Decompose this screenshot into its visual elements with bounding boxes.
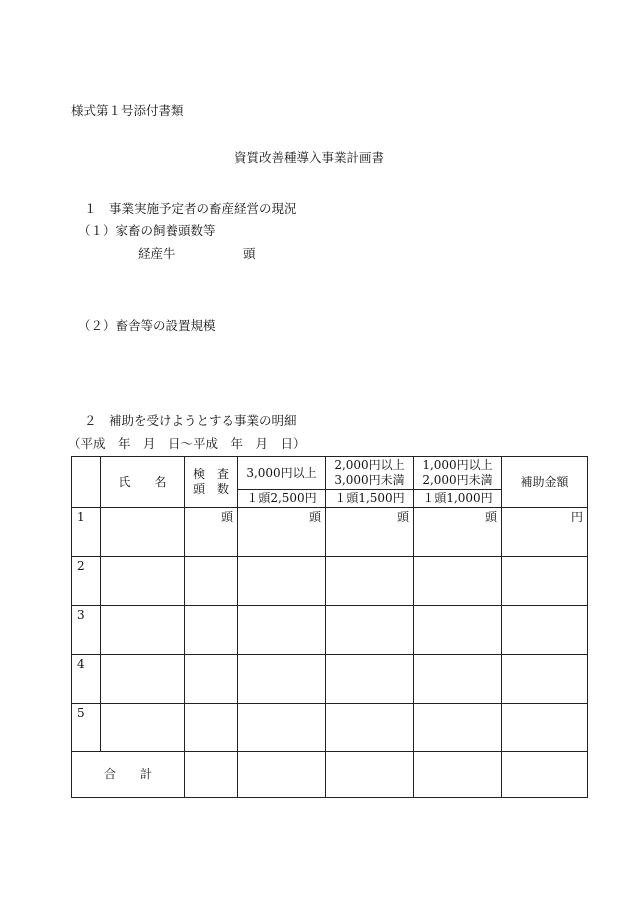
header-tier2-line1: 2,000円以上	[334, 458, 405, 472]
count-cell[interactable]	[185, 606, 238, 655]
count-cell[interactable]	[185, 704, 238, 752]
header-amount: 補助金額	[502, 457, 588, 508]
name-cell[interactable]	[101, 557, 185, 606]
name-cell[interactable]	[101, 606, 185, 655]
count-cell[interactable]	[185, 557, 238, 606]
section1-heading: １ 事業実施予定者の畜産経営の現況	[84, 201, 297, 216]
header-count-line1: 検 査	[192, 467, 229, 481]
period-line: （平成 年 月 日～平成 年 月 日）	[68, 436, 306, 451]
section1-sub1: （１）家畜の飼養頭数等	[78, 223, 216, 238]
tier2-cell[interactable]	[326, 557, 414, 606]
header-count-line2: 頭 数	[192, 482, 229, 496]
tier2-cell[interactable]	[326, 704, 414, 752]
tier2-cell[interactable]	[326, 606, 414, 655]
total-tier1-cell[interactable]	[238, 752, 326, 798]
row-number: 2	[72, 557, 101, 606]
corner-cell	[72, 457, 101, 508]
amount-cell[interactable]	[502, 704, 588, 752]
tier1-cell[interactable]	[238, 704, 326, 752]
table-row	[72, 655, 588, 704]
row-number: 4	[72, 655, 101, 704]
tier3-cell[interactable]	[414, 606, 502, 655]
tier3-cell[interactable]	[414, 557, 502, 606]
table-row	[72, 508, 588, 557]
table-row	[72, 557, 588, 606]
header-tier3-rate: １頭1,000円	[414, 490, 502, 508]
header-tier2-line2: 3,000円未満	[334, 473, 405, 487]
header-name: 氏 名	[101, 457, 185, 508]
subsidy-table	[71, 456, 588, 798]
tier1-cell[interactable]	[238, 655, 326, 704]
tier3-cell[interactable]	[414, 704, 502, 752]
row-number: 3	[72, 606, 101, 655]
tier1-cell[interactable]	[238, 606, 326, 655]
total-count-cell[interactable]	[185, 752, 238, 798]
table-row	[72, 704, 588, 752]
form-label: 様式第１号添付書類	[71, 103, 184, 118]
row-number: 1	[72, 508, 101, 557]
amount-unit: 円	[502, 508, 588, 557]
row-number: 5	[72, 704, 101, 752]
count-unit: 頭	[185, 508, 238, 557]
count-cell[interactable]	[185, 655, 238, 704]
header-tier3-line2: 2,000円未満	[422, 473, 493, 487]
total-row	[72, 752, 588, 798]
header-count	[185, 457, 238, 508]
tier1-cell[interactable]	[238, 557, 326, 606]
header-tier2	[326, 457, 414, 490]
table-row	[72, 606, 588, 655]
header-tier1-rate: １頭2,500円	[238, 490, 326, 508]
cattle-label: 経産牛	[138, 246, 176, 261]
amount-cell[interactable]	[502, 655, 588, 704]
name-cell[interactable]	[101, 655, 185, 704]
total-tier2-cell[interactable]	[326, 752, 414, 798]
tier1-unit: 頭	[238, 508, 326, 557]
header-tier3	[414, 457, 502, 490]
name-cell[interactable]	[101, 704, 185, 752]
total-label: 合 計	[72, 752, 185, 798]
tier3-unit: 頭	[414, 508, 502, 557]
header-tier1: 3,000円以上	[238, 457, 326, 490]
document-title: 資質改善種導入事業計画書	[234, 150, 385, 165]
cattle-unit: 頭	[243, 246, 256, 261]
section1-sub2: （２）畜舎等の設置規模	[78, 318, 216, 333]
tier2-cell[interactable]	[326, 655, 414, 704]
header-tier2-rate: １頭1,500円	[326, 490, 414, 508]
amount-cell[interactable]	[502, 557, 588, 606]
section2-heading: ２ 補助を受けようとする事業の明細	[84, 413, 297, 428]
total-tier3-cell[interactable]	[414, 752, 502, 798]
header-tier3-line1: 1,000円以上	[422, 458, 493, 472]
total-amount-cell[interactable]	[502, 752, 588, 798]
amount-cell[interactable]	[502, 606, 588, 655]
tier2-unit: 頭	[326, 508, 414, 557]
name-cell[interactable]	[101, 508, 185, 557]
tier3-cell[interactable]	[414, 655, 502, 704]
